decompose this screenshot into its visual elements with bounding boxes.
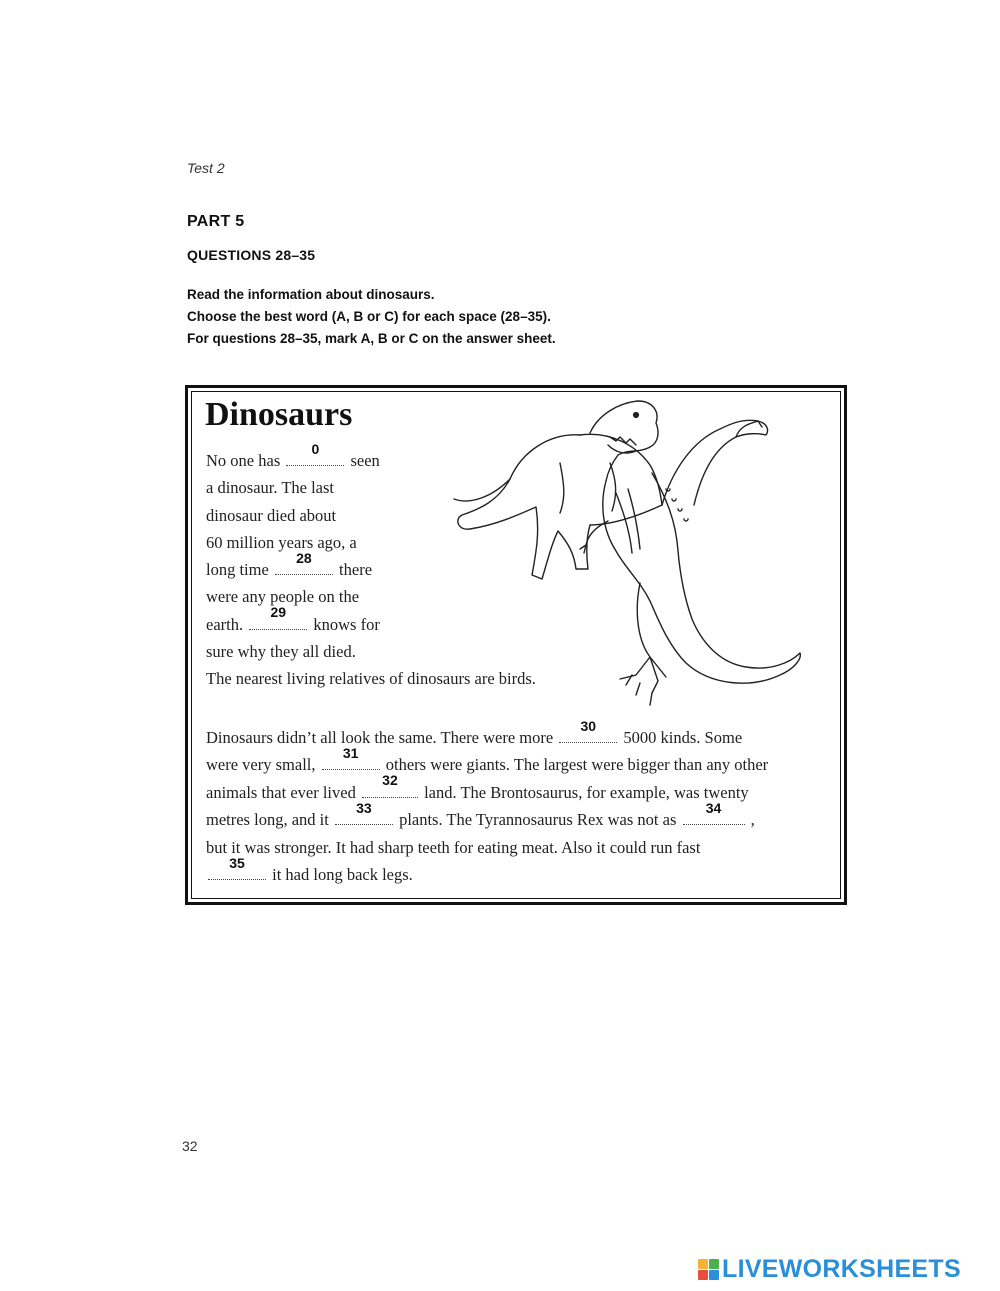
- gap-28[interactable]: [275, 549, 333, 575]
- text: were very small,: [206, 755, 316, 775]
- bronto-tail: [454, 479, 510, 501]
- bronto-head: [736, 421, 762, 437]
- trex-eye: [634, 413, 639, 418]
- part-heading: PART 5: [187, 213, 245, 230]
- logo-tile: [709, 1259, 719, 1269]
- logo-tile: [698, 1259, 708, 1269]
- bronto-neck: [662, 420, 768, 505]
- gap-number: 28: [296, 549, 312, 566]
- trex-arm: [580, 521, 608, 553]
- trex-leg: [620, 583, 666, 693]
- text: others were giants. The largest were bigger than any other: [385, 755, 769, 775]
- bronto-back: [580, 434, 662, 505]
- trex-scales: [666, 489, 688, 521]
- gap-number: 30: [580, 717, 597, 734]
- logo-tile: [698, 1270, 708, 1280]
- text: No one has: [206, 451, 281, 470]
- text: 5000 kinds. Some: [623, 728, 743, 747]
- instruction-line: Read the information about dinosaurs.: [187, 287, 435, 302]
- text: plants. The Tyrannosaurus Rex was not as: [399, 810, 677, 830]
- page-number: 32: [182, 1138, 198, 1154]
- text: knows for: [313, 614, 380, 634]
- gap-30[interactable]: [559, 717, 617, 743]
- gap-34[interactable]: [683, 799, 745, 825]
- gap-number: 0: [311, 440, 320, 457]
- text: 60 million years ago, a: [206, 532, 357, 552]
- text: The nearest living relatives of dinosaurs are birds.: [206, 669, 536, 689]
- logo-tile: [709, 1270, 719, 1280]
- gap-0[interactable]: [286, 440, 344, 466]
- text: land. The Brontosaurus, for example, was twenty: [424, 782, 749, 802]
- gap-number: 29: [270, 604, 287, 621]
- text: it had long back legs.: [272, 865, 413, 885]
- brand-logo-icon: [698, 1259, 719, 1280]
- instructions: [187, 284, 556, 350]
- text: a dinosaur. The last: [206, 478, 335, 498]
- text: dinosaur died about: [206, 505, 337, 525]
- gap-number: 31: [342, 745, 359, 761]
- text: seen: [350, 451, 380, 470]
- brand-footer[interactable]: [698, 1255, 961, 1284]
- gap-29[interactable]: [249, 604, 307, 630]
- bronto-skin: [560, 463, 616, 513]
- bronto-body: [458, 435, 662, 579]
- text: earth.: [206, 614, 244, 634]
- brand-name: LIVEWORKSHEETS: [722, 1255, 961, 1283]
- text: there: [339, 560, 373, 580]
- article-title: Dinosaurs: [205, 396, 353, 433]
- gap-number: 35: [229, 854, 245, 871]
- gap-35[interactable]: [208, 854, 266, 880]
- paragraph-2: [206, 717, 836, 888]
- text: long time: [206, 560, 269, 580]
- gap-number: 33: [356, 799, 372, 816]
- gap-number: 34: [705, 799, 722, 816]
- dinosaur-illustration: [440, 393, 840, 715]
- text: ,: [750, 810, 755, 830]
- text: Dinosaurs didn’t all look the same. There were more: [206, 728, 554, 747]
- text: animals that ever lived: [206, 782, 356, 802]
- questions-heading: QUESTIONS 28–35: [187, 247, 316, 263]
- test-label: Test 2: [187, 160, 225, 176]
- instruction-line: Choose the best word (A, B or C) for each space (28–35).: [187, 309, 551, 324]
- instruction-line: For questions 28–35, mark A, B or C on the answer sheet.: [187, 331, 556, 346]
- gap-number: 32: [382, 772, 398, 789]
- trex-claws: [626, 675, 652, 705]
- text: were any people on the: [206, 587, 360, 607]
- text: but it was stronger. It had sharp teeth for eating meat. Also it could run fast: [206, 837, 701, 857]
- text: sure why they all died.: [206, 642, 356, 662]
- text: metres long, and it: [206, 810, 329, 830]
- gap-33[interactable]: [335, 799, 393, 825]
